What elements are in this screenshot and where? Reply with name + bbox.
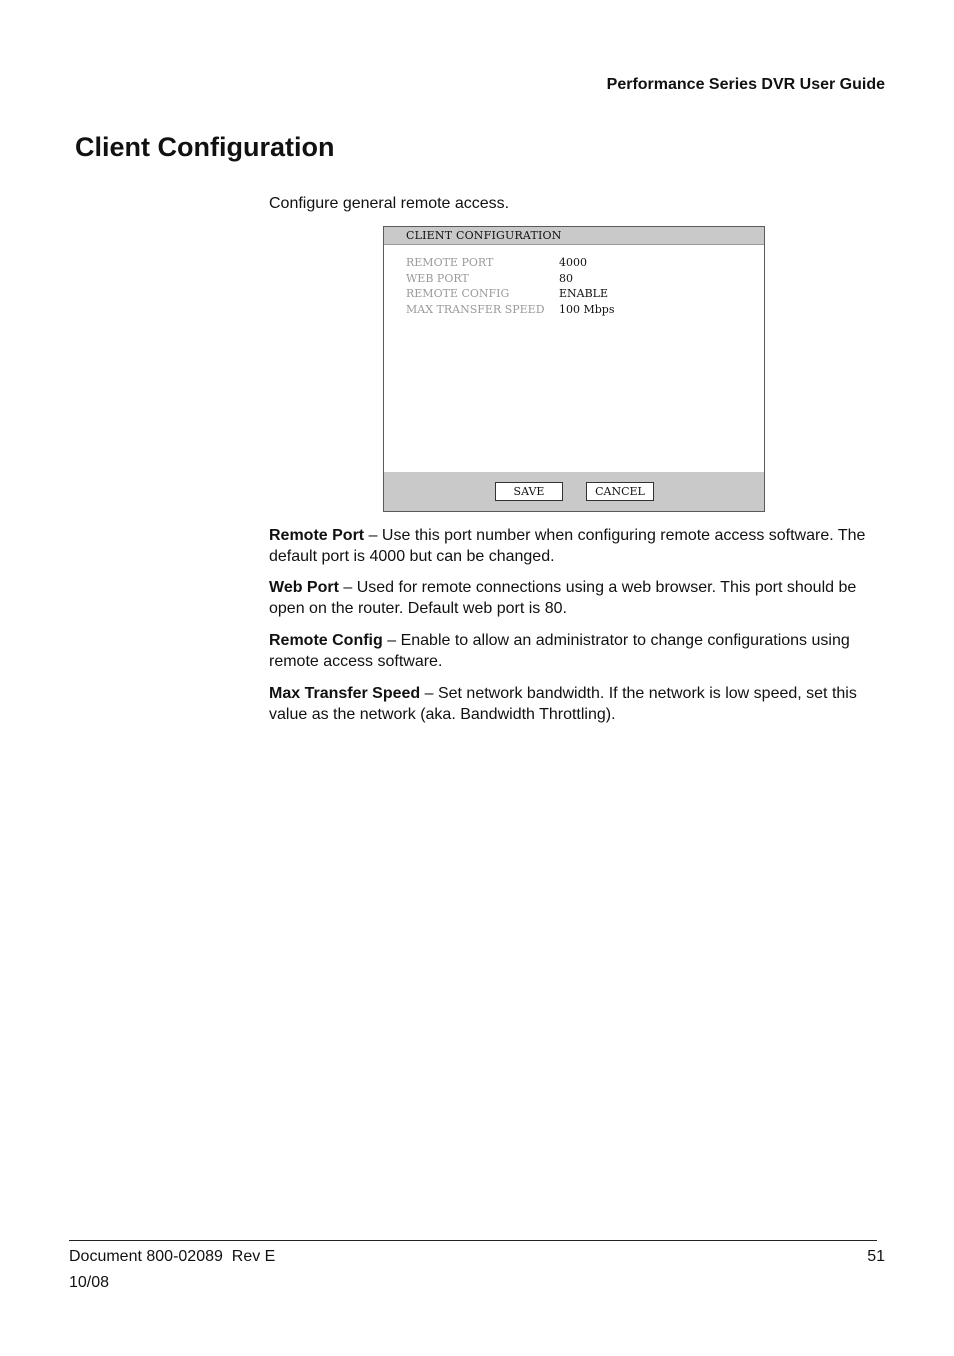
description-text: – Enable to allow an administrator to change configurations using remote access software.: [269, 632, 850, 670]
description-term: Max Transfer Speed: [269, 685, 421, 702]
document-number: Document 800-02089 Rev E: [69, 1248, 276, 1265]
max-transfer-speed-value[interactable]: 100 Mbps: [559, 302, 615, 316]
description-term: Remote Port: [269, 527, 365, 544]
setting-label: REMOTE CONFIG: [406, 287, 510, 300]
setting-label: MAX TRANSFER SPEED: [406, 302, 545, 316]
dialog-button-bar: [384, 472, 764, 511]
description-term: Remote Config: [269, 632, 383, 649]
remote-config-value[interactable]: ENABLE: [559, 287, 609, 300]
setting-row-remote-config[interactable]: [406, 286, 614, 302]
settings-list: [406, 255, 614, 317]
description-remote-port: [269, 526, 889, 567]
cancel-button[interactable]: CANCEL: [586, 482, 654, 501]
setting-label: REMOTE PORT: [406, 256, 494, 269]
setting-row-remote-port[interactable]: [406, 255, 614, 271]
page-number: 51: [867, 1248, 885, 1265]
setting-label: WEB PORT: [406, 271, 469, 285]
footer-divider: [69, 1240, 877, 1241]
description-text: – Used for remote connections using a web browser. This port should be open on the router. Default web port is 80.: [269, 579, 857, 617]
page-title: Client Configuration: [75, 132, 335, 162]
save-button[interactable]: SAVE: [495, 482, 563, 501]
document-date: 10/08: [69, 1274, 110, 1291]
setting-row-max-transfer-speed[interactable]: [406, 302, 614, 318]
description-term: Web Port: [269, 579, 339, 596]
description-web-port: [269, 578, 889, 619]
client-configuration-dialog: [383, 226, 765, 512]
intro-text: Configure general remote access.: [269, 195, 510, 212]
description-remote-config: [269, 631, 889, 672]
web-port-value[interactable]: 80: [559, 271, 573, 285]
dialog-title: CLIENT CONFIGURATION: [384, 227, 764, 245]
description-text: – Use this port number when configuring remote access software. The default port is 4000 but can be changed.: [269, 527, 866, 565]
remote-port-value[interactable]: 4000: [559, 256, 587, 269]
description-text: – Set network bandwidth. If the network is low speed, set this value as the network (aka. Bandwidth Throttling).: [269, 685, 857, 723]
running-header: Performance Series DVR User Guide: [606, 76, 885, 93]
setting-row-web-port[interactable]: [406, 271, 614, 287]
description-max-transfer-speed: [269, 684, 889, 725]
